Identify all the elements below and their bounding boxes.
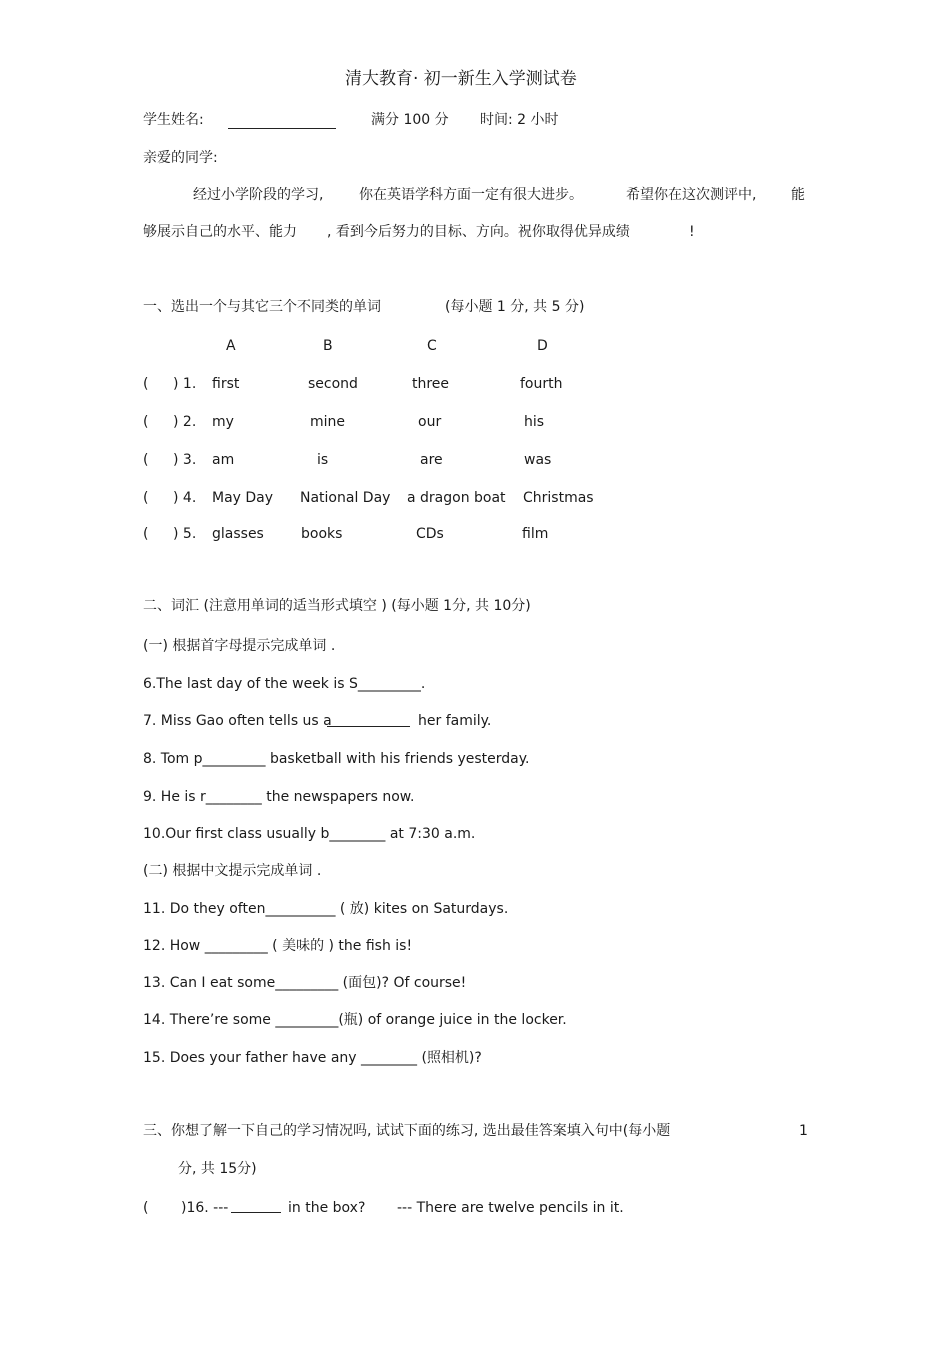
answer-paren[interactable]: ( [143, 526, 149, 542]
answer-paren[interactable]: ( [143, 376, 149, 392]
fill-in-question: 13. Can I eat some_________ (面包)? Of course! [143, 975, 467, 991]
option-header-d: D [537, 338, 548, 354]
choice-d: was [524, 452, 552, 468]
option-header-a: A [226, 338, 236, 354]
full-score-label: 满分 100 分 [371, 112, 449, 128]
question-number: ) 3. [173, 452, 197, 468]
answer-paren[interactable]: ( [143, 414, 149, 430]
option-header-c: C [427, 338, 437, 354]
intro-text: 够展示自己的水平、能力 [143, 224, 297, 240]
answer-blank[interactable] [231, 1212, 281, 1213]
choice-a: first [212, 376, 240, 392]
section3-heading-tail: 1 [799, 1123, 808, 1139]
intro-text: 希望你在这次测评中, [626, 187, 757, 203]
fill-in-question: 15. Does your father have any ________ (照相机)? [143, 1050, 482, 1066]
fill-in-question: 8. Tom p_________ basketball with his friends yesterday. [143, 751, 530, 767]
choice-a: May Day [212, 490, 274, 506]
page-title: 清大教育· 初一新生入学测试卷 [345, 69, 577, 89]
question-number: ) 2. [173, 414, 197, 430]
choice-c: three [412, 376, 450, 392]
question-answer-text: --- There are twelve pencils in it. [397, 1200, 624, 1216]
section2-part2-heading: (二) 根据中文提示完成单词 . [143, 863, 322, 879]
choice-b: second [308, 376, 358, 392]
fill-in-question: 14. There’re some _________(瓶) of orange juice in the locker. [143, 1012, 567, 1028]
choice-a: am [212, 452, 235, 468]
question-number: )16. --- [181, 1200, 229, 1216]
intro-text: , 看到今后努力的目标、方向。祝你取得优异成绩 [327, 224, 630, 240]
fill-in-question: 10.Our first class usually b________ at 7:30 a.m. [143, 826, 476, 842]
choice-c: a dragon boat [407, 490, 506, 506]
intro-text: 你在英语学科方面一定有很大进步。 [359, 187, 583, 203]
greeting: 亲爱的同学: [143, 150, 218, 166]
choice-a: glasses [212, 526, 264, 542]
fill-in-question: 7. Miss Gao often tells us a [143, 713, 332, 729]
section3-heading: 三、你想了解一下自己的学习情况吗, 试试下面的练习, 选出最佳答案填入句中(每小题 [143, 1123, 671, 1139]
choice-b: is [317, 452, 329, 468]
fill-in-question: 11. Do they often__________ ( 放) kites on Saturdays. [143, 901, 509, 917]
choice-b: books [301, 526, 343, 542]
question-number: ) 5. [173, 526, 197, 542]
answer-paren[interactable]: ( [143, 452, 149, 468]
intro-text: 经过小学阶段的学习, [193, 187, 324, 203]
choice-d: Christmas [523, 490, 594, 506]
student-name-label: 学生姓名: [143, 112, 204, 128]
choice-a: my [212, 414, 234, 430]
section2-heading: 二、词汇 (注意用单词的适当形式填空 ) (每小题 1分, 共 10分) [143, 598, 531, 614]
option-header-b: B [323, 338, 333, 354]
choice-b: mine [310, 414, 346, 430]
choice-c: are [420, 452, 443, 468]
intro-text: 能 [791, 187, 805, 203]
answer-paren[interactable]: ( [143, 1200, 149, 1216]
answer-paren[interactable]: ( [143, 490, 149, 506]
choice-c: CDs [416, 526, 444, 542]
fill-in-question: 9. He is r________ the newspapers now. [143, 789, 415, 805]
fill-in-question: her family. [418, 713, 492, 729]
question-number: ) 4. [173, 490, 197, 506]
fill-in-question: 12. How _________ ( 美味的 ) the fish is! [143, 938, 413, 954]
section3-points: 分, 共 15分) [178, 1161, 257, 1177]
section1-points: (每小题 1 分, 共 5 分) [445, 299, 585, 315]
time-limit-label: 时间: 2 小时 [480, 112, 559, 128]
student-name-field[interactable] [228, 128, 336, 129]
choice-d: his [524, 414, 545, 430]
answer-blank[interactable] [327, 726, 410, 727]
fill-in-question: 6.The last day of the week is S_________. [143, 676, 426, 692]
section1-heading: 一、选出一个与其它三个不同类的单词 [143, 299, 381, 315]
section2-part1-heading: (一) 根据首字母提示完成单词 . [143, 638, 336, 654]
question-number: ) 1. [173, 376, 197, 392]
choice-b: National Day [300, 490, 391, 506]
intro-text: ! [689, 224, 695, 240]
question-text: in the box? [288, 1200, 366, 1216]
choice-d: fourth [520, 376, 563, 392]
choice-d: film [522, 526, 549, 542]
choice-c: our [418, 414, 442, 430]
